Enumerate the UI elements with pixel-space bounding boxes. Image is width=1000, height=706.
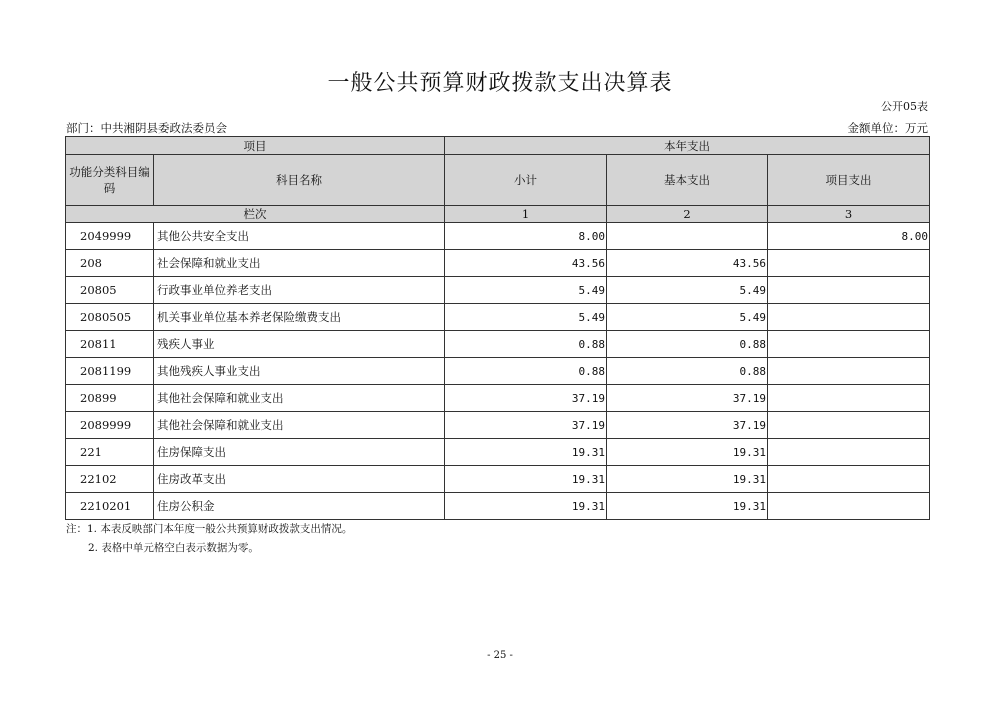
cell-code: 22102 xyxy=(66,466,154,493)
cell-basic: 0.88 xyxy=(607,331,768,358)
cell-name: 其他公共安全支出 xyxy=(154,223,445,250)
header-column-order: 栏次 xyxy=(66,206,445,223)
header-project-expense: 项目支出 xyxy=(768,155,930,206)
cell-name: 住房改革支出 xyxy=(154,466,445,493)
cell-basic: 19.31 xyxy=(607,439,768,466)
cell-code: 2080505 xyxy=(66,304,154,331)
cell-project xyxy=(768,385,930,412)
cell-subtotal: 19.31 xyxy=(445,439,607,466)
cell-code: 2081199 xyxy=(66,358,154,385)
cell-subtotal: 19.31 xyxy=(445,466,607,493)
expenditure-table xyxy=(65,136,930,520)
cell-name: 住房保障支出 xyxy=(154,439,445,466)
cell-code: 2210201 xyxy=(66,493,154,520)
form-number: 公开05表 xyxy=(881,100,928,113)
cell-basic: 43.56 xyxy=(607,250,768,277)
cell-subtotal: 5.49 xyxy=(445,277,607,304)
cell-project xyxy=(768,358,930,385)
header-project: 项目 xyxy=(66,137,445,155)
cell-name: 其他残疾人事业支出 xyxy=(154,358,445,385)
cell-project xyxy=(768,304,930,331)
cell-basic xyxy=(607,223,768,250)
header-col-2: 2 xyxy=(607,206,768,223)
department-label: 部门：中共湘阴县委政法委员会 xyxy=(66,121,227,135)
cell-project xyxy=(768,439,930,466)
header-current-year: 本年支出 xyxy=(445,137,930,155)
header-col-1: 1 xyxy=(445,206,607,223)
table-row xyxy=(66,358,930,385)
cell-project xyxy=(768,277,930,304)
cell-subtotal: 37.19 xyxy=(445,385,607,412)
cell-code: 20811 xyxy=(66,331,154,358)
table-row xyxy=(66,223,930,250)
cell-basic: 19.31 xyxy=(607,466,768,493)
cell-project xyxy=(768,250,930,277)
table-row xyxy=(66,439,930,466)
page-number: - 25 - xyxy=(487,650,513,661)
cell-project xyxy=(768,331,930,358)
cell-subtotal: 43.56 xyxy=(445,250,607,277)
table-row xyxy=(66,412,930,439)
cell-code: 20805 xyxy=(66,277,154,304)
cell-subtotal: 19.31 xyxy=(445,493,607,520)
cell-name: 其他社会保障和就业支出 xyxy=(154,385,445,412)
cell-code: 20899 xyxy=(66,385,154,412)
cell-basic: 37.19 xyxy=(607,385,768,412)
cell-basic: 0.88 xyxy=(607,358,768,385)
cell-subtotal: 5.49 xyxy=(445,304,607,331)
cell-project xyxy=(768,493,930,520)
cell-name: 残疾人事业 xyxy=(154,331,445,358)
cell-code: 2089999 xyxy=(66,412,154,439)
cell-basic: 5.49 xyxy=(607,304,768,331)
note-1: 注：1. 本表反映部门本年度一般公共预算财政拨款支出情况。 xyxy=(66,523,353,535)
cell-name: 行政事业单位养老支出 xyxy=(154,277,445,304)
table-row xyxy=(66,277,930,304)
table-row xyxy=(66,250,930,277)
header-name: 科目名称 xyxy=(154,155,445,206)
cell-name: 社会保障和就业支出 xyxy=(154,250,445,277)
cell-basic: 37.19 xyxy=(607,412,768,439)
cell-code: 2049999 xyxy=(66,223,154,250)
cell-basic: 5.49 xyxy=(607,277,768,304)
cell-subtotal: 8.00 xyxy=(445,223,607,250)
cell-code: 221 xyxy=(66,439,154,466)
page-title: 一般公共预算财政拨款支出决算表 xyxy=(327,71,673,96)
cell-project xyxy=(768,412,930,439)
cell-name: 其他社会保障和就业支出 xyxy=(154,412,445,439)
header-subtotal: 小计 xyxy=(445,155,607,206)
table-row xyxy=(66,466,930,493)
table-row xyxy=(66,385,930,412)
header-basic: 基本支出 xyxy=(607,155,768,206)
table-row xyxy=(66,304,930,331)
header-col-3: 3 xyxy=(768,206,930,223)
cell-project xyxy=(768,466,930,493)
cell-name: 住房公积金 xyxy=(154,493,445,520)
cell-subtotal: 0.88 xyxy=(445,358,607,385)
unit-label: 金额单位：万元 xyxy=(847,121,928,135)
table-row xyxy=(66,493,930,520)
cell-project: 8.00 xyxy=(768,223,930,250)
cell-basic: 19.31 xyxy=(607,493,768,520)
cell-name: 机关事业单位基本养老保险缴费支出 xyxy=(154,304,445,331)
header-code: 功能分类科目编码 xyxy=(66,155,154,206)
cell-subtotal: 37.19 xyxy=(445,412,607,439)
note-2: 2. 表格中单元格空白表示数据为零。 xyxy=(88,542,259,554)
table-row xyxy=(66,331,930,358)
cell-subtotal: 0.88 xyxy=(445,331,607,358)
cell-code: 208 xyxy=(66,250,154,277)
